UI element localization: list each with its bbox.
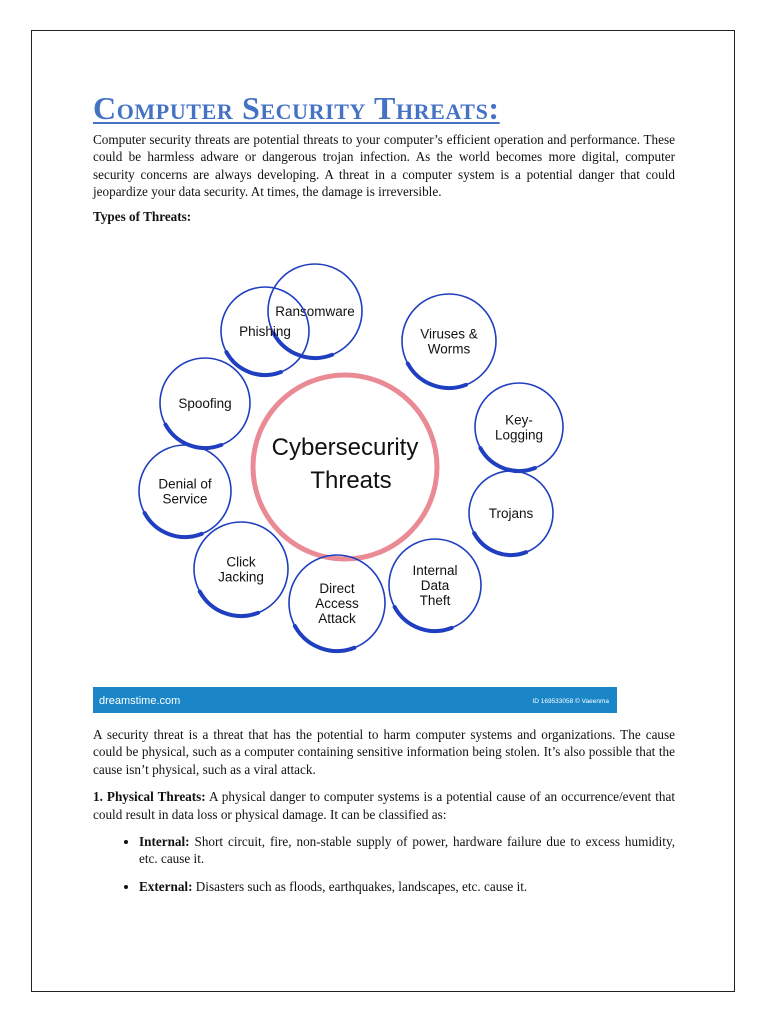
bubble-label: Direct [319,581,355,596]
bubble-label: Click [226,554,256,570]
bubble-label: Viruses & [420,326,478,342]
physical-threats-text: A physical danger to computer systems is a potential cause of an occurrence/event that could result in data loss or physical damage. It can be classified as: [93,789,675,822]
document-body [93,726,675,905]
bubble-label: Key- [505,412,533,428]
types-heading: Types of Threats: [93,208,192,224]
bubble-label: Data [420,578,450,593]
bubble-label: Logging [494,427,544,443]
bubble-label: Ransomware [275,304,355,319]
bubble-label: Jacking [218,569,264,585]
bubble-label: Trojans [488,506,534,521]
cybersecurity-threats-figure [93,235,617,715]
bubble-label: Spoofing [178,396,232,411]
page-title: Computer Security Threats: [93,90,500,126]
document-header [93,88,675,225]
bubble-label: Access [315,596,359,611]
bubble-label: Theft [419,593,451,608]
threats-diagram [93,235,617,715]
security-threat-paragraph: A security threat is a threat that has the potential to harm computer systems and organizations. The cause could be physical, such as a computer containing sensitive information being stolen. It’s also possible that the cause isn’t physical, such as a viral attack. [93,727,675,777]
bubble-label: Attack [318,611,356,626]
external-label: External: [139,878,193,894]
bubble-label: Denial of [158,476,212,492]
banner-logo: dreamstime.com [99,695,181,707]
center-label-line1: Cybersecurity [271,434,419,461]
banner-id: ID 169533058 © Vaeenma [532,698,609,705]
bubble-label: Internal [412,563,458,578]
bubble-label: Phishing [239,324,291,339]
list-item-internal [139,833,675,868]
center-label-line2: Threats [310,467,392,494]
threat-classification-list [93,833,675,895]
external-text: Disasters such as floods, earthquakes, landscapes, etc. cause it. [192,878,528,894]
internal-text: Short circuit, fire, non-stable supply of power, hardware failure due to excess humidity, etc. cause it. [139,834,675,867]
bubble-label: Service [162,491,208,507]
list-item-external [139,878,675,895]
physical-threats-label: 1. Physical Threats: [93,789,206,805]
bubble-label: Worms [427,341,471,357]
physical-threats-paragraph [93,788,675,823]
intro-paragraph: Computer security threats are potential threats to your computer’s efficient operation and performance. These could be harmless adware or dangerous trojan infection. As the world becomes more digital, computer security concerns are always developing. A threat in a computer system is a potential danger that could jeopardize your data security. At times, the damage is irreversible. [93,132,675,200]
internal-label: Internal: [139,834,190,850]
